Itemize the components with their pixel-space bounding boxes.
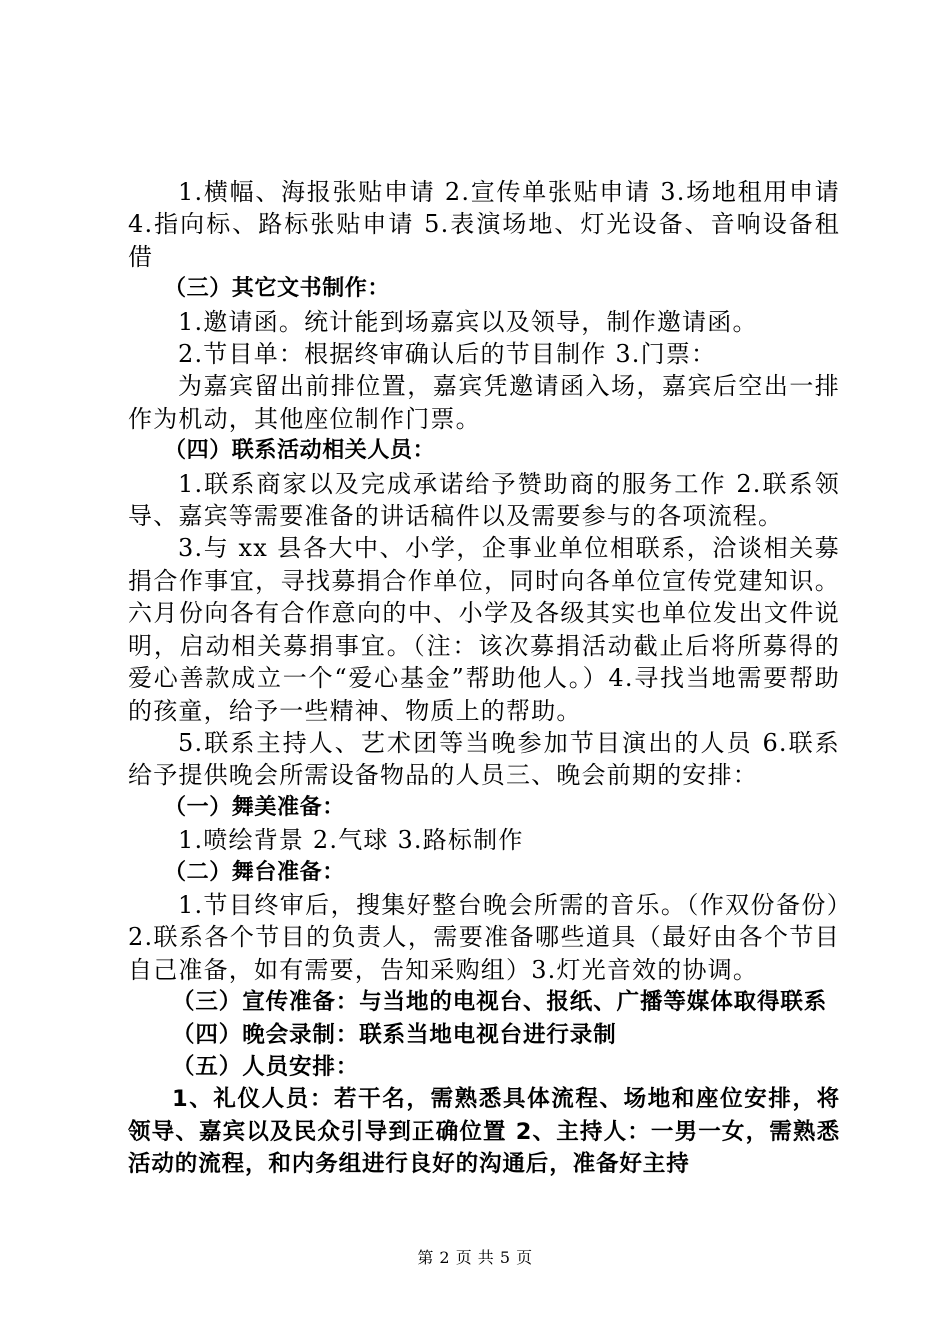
- paragraph-invitation: 1.邀请函。统计能到场嘉宾以及领导，制作邀请函。: [178, 307, 758, 336]
- paragraph-recording: （四）晚会录制：联系当地电视台进行录制: [172, 1021, 617, 1048]
- paragraph-fundraising: 3.与 xx 县各大中、小学，企事业单位相联系，洽谈相关募捐合作事宜，寻找募捐合作单位，同时向各单位宣传党建知识。六月份向各有合作意向的中、小学及各级其实也单位发出文件说明，启动相关募捐事宜。（注：该次募捐活动截止后将所募得的爱心善款成立一个“爱心基金”帮助他人。）4.寻找当地需要帮助的孩童，给予一些精神、物质上的帮助。: [128, 534, 840, 725]
- paragraph-seating: 为嘉宾留出前排位置，嘉宾凭邀请函入场，嘉宾后空出一排作为机动，其他座位制作门票。: [128, 372, 840, 433]
- heading-staffing: （五）人员安排：: [172, 1053, 360, 1080]
- heading-other-documents: （三）其它文书制作：: [164, 276, 391, 302]
- paragraph-staffing-details: 1、礼仪人员：若干名，需熟悉具体流程、场地和座位安排，将领导、嘉宾以及民众引导到正确位置 2、主持人：一男一女，需熟悉活动的流程，和内务组进行良好的沟通后，准备好主持: [128, 1086, 840, 1178]
- paragraph-stage-art-items: 1.喷绘背景 2.气球 3.路标制作: [178, 826, 524, 855]
- paragraph-publicity: （三）宣传准备：与当地的电视台、报纸、广播等媒体取得联系: [172, 989, 828, 1016]
- heading-stage-art: （一）舞美准备：: [164, 794, 345, 820]
- heading-contact-personnel: （四）联系活动相关人员：: [164, 438, 436, 464]
- page-number-footer: 第 2 页 共 5 页: [417, 1248, 533, 1267]
- paragraph-program-list: 2.节目单：根据终审确认后的节目制作 3.门票：: [178, 340, 717, 369]
- document-body: [128, 176, 840, 1181]
- paragraph-applications: 1.横幅、海报张贴申请 2.宣传单张贴申请 3.场地租用申请 4.指向标、路标张贴申请 5.表演场地、灯光设备、音响设备租借: [128, 178, 840, 271]
- heading-stage-prep: （二）舞台准备：: [164, 859, 345, 885]
- paragraph-contact-hosts: 5.联系主持人、艺术团等当晚参加节目演出的人员 6.联系给予提供晚会所需设备物品的人员三、晚会前期的安排：: [128, 728, 840, 790]
- paragraph-stage-prep-items: 1.节目终审后，搜集好整台晚会所需的音乐。（作双份备份）2.联系各个节目的负责人，需要准备哪些道具（最好由各个节目自己准备，如有需要，告知采购组）3.灯光音效的协调。: [128, 890, 840, 984]
- paragraph-contact-sponsors: 1.联系商家以及完成承诺给予赞助商的服务工作 2.联系领导、嘉宾等需要准备的讲话稿件以及需要参与的各项流程。: [128, 469, 840, 531]
